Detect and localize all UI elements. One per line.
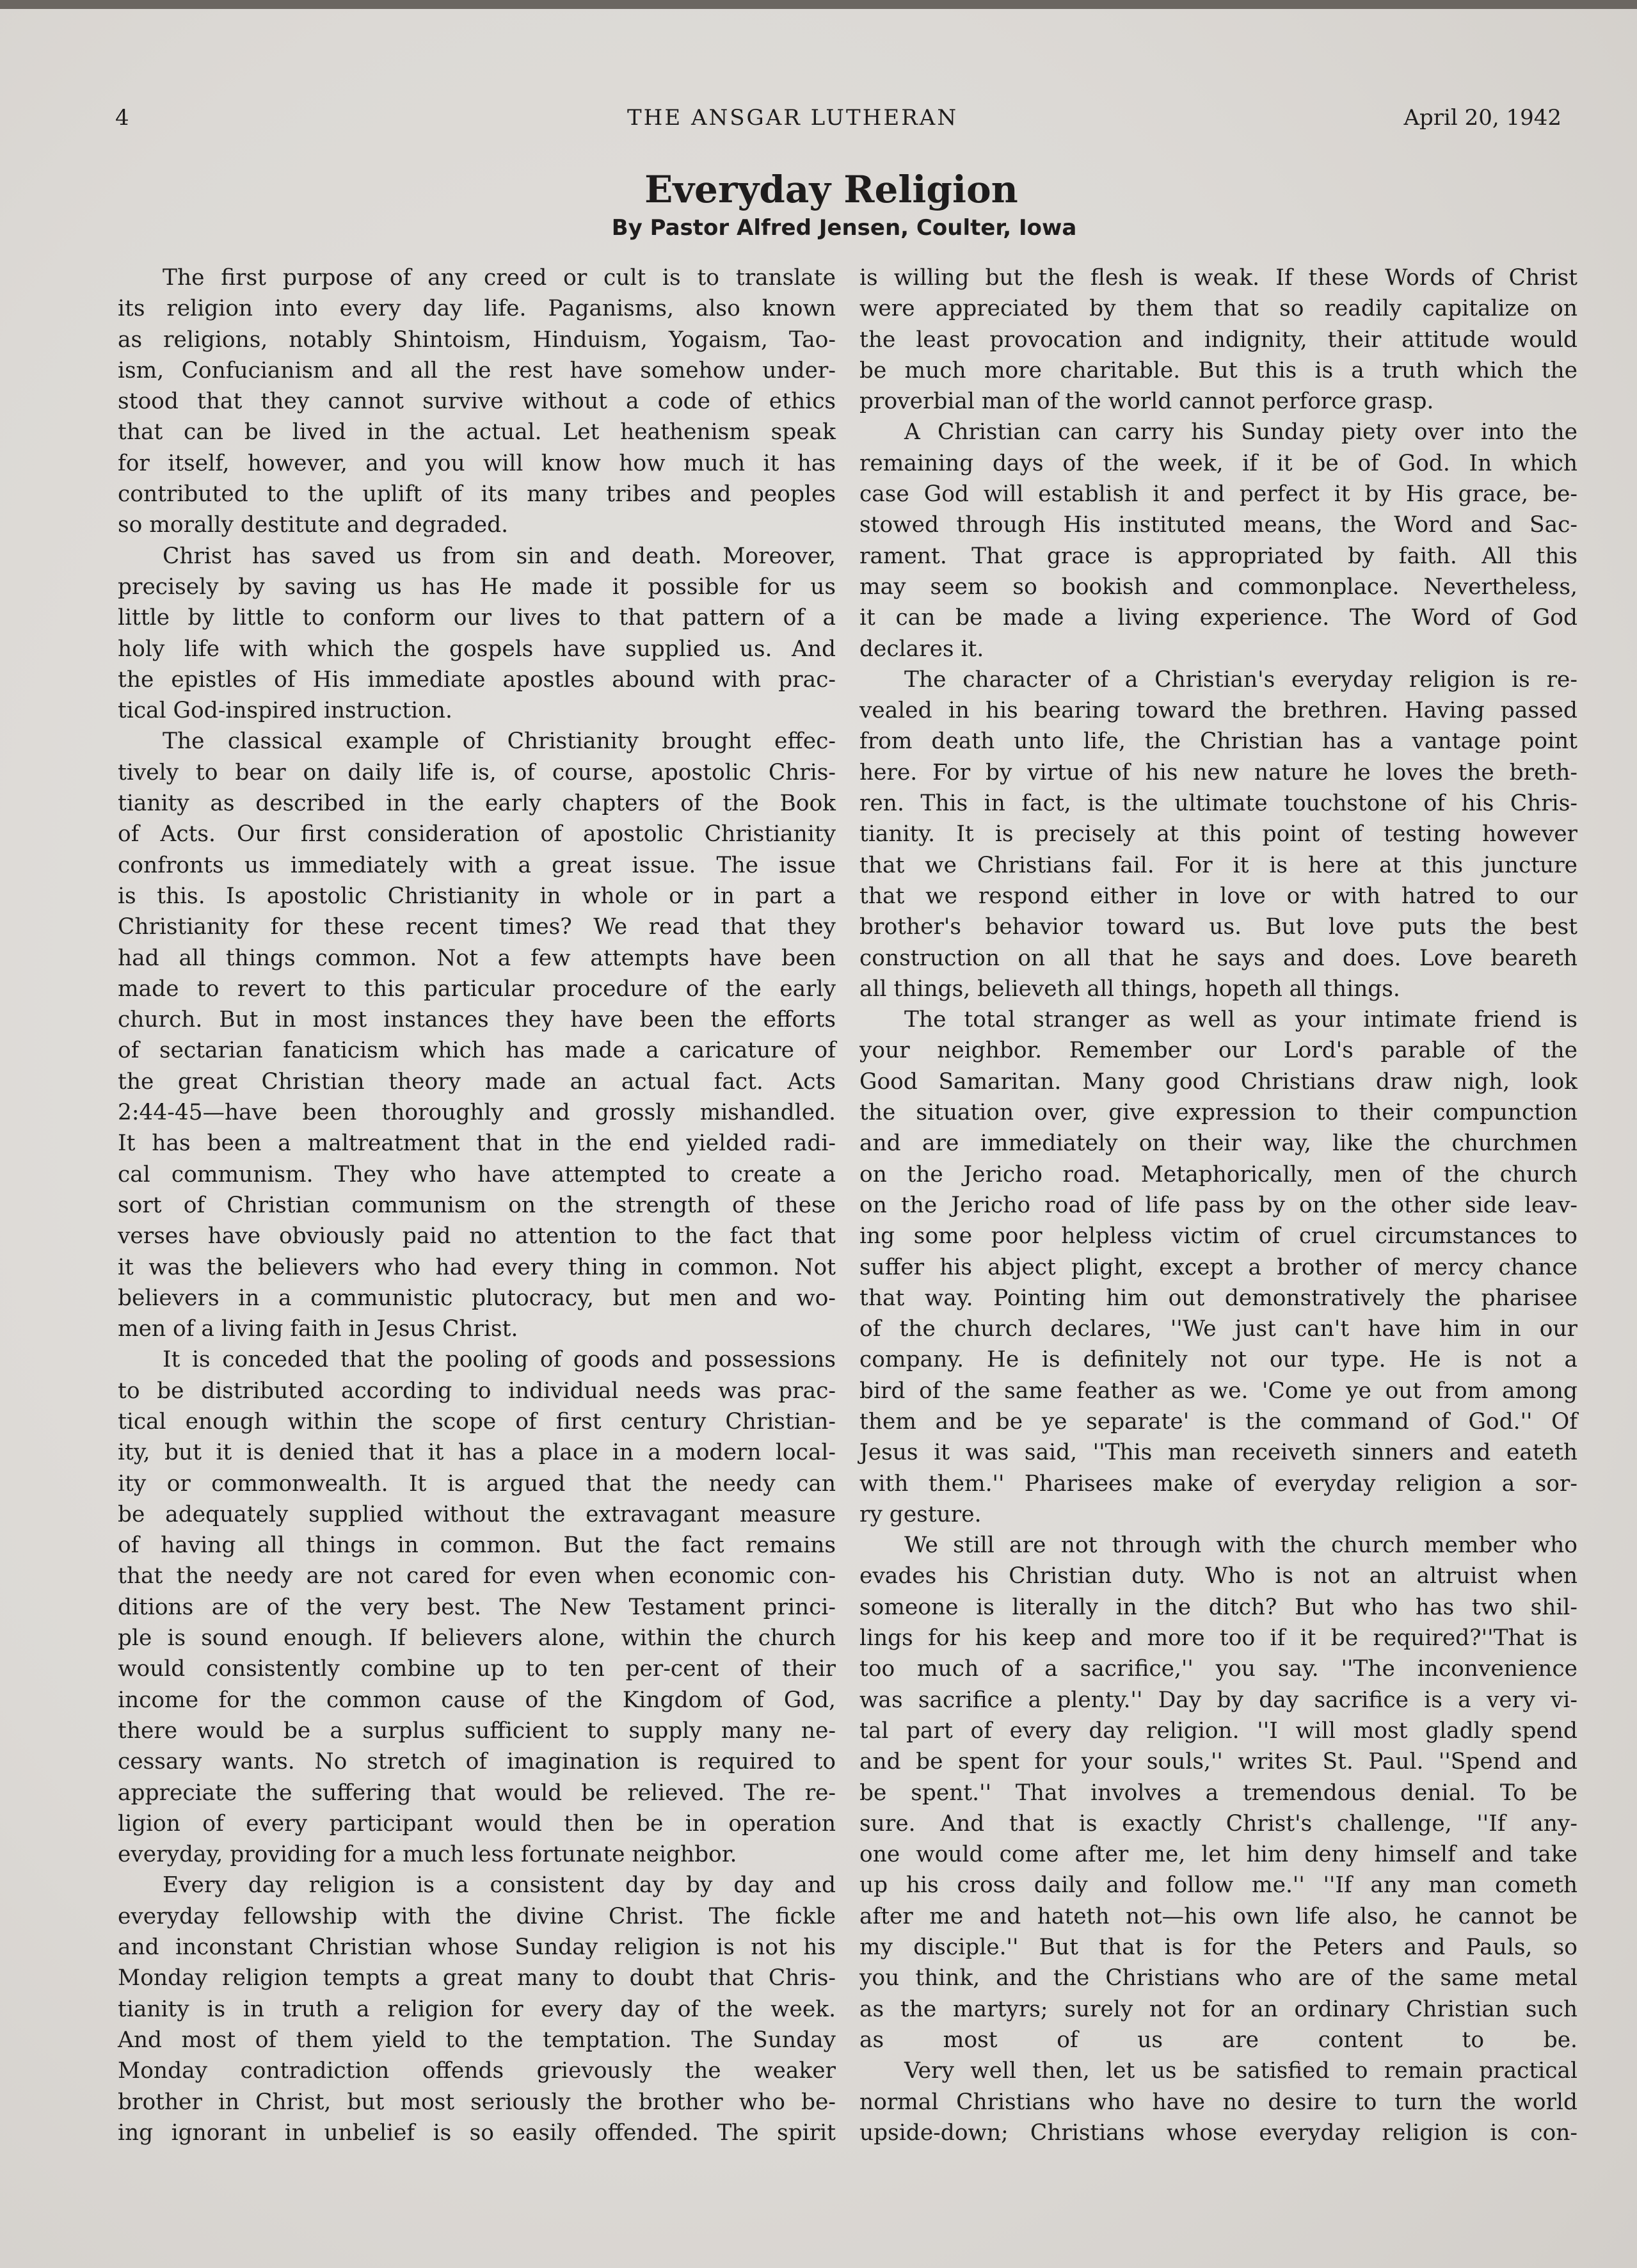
text-line: brother's behavior toward us. But love puts the best (859, 914, 1577, 940)
text-line: be spent.'' That involves a tremendous denial. To be (859, 1780, 1577, 1806)
text-line: Very well then, let us be satisfied to remain practical (904, 2058, 1577, 2084)
text-line: evades his Christian duty. Who is not an altruist when (859, 1563, 1577, 1589)
text-line: ditions are of the very best. The New Testament princi- (118, 1594, 836, 1620)
text-line: that way. Pointing him out demonstratively the pharisee (859, 1285, 1577, 1311)
text-line: The classical example of Christianity brought effec- (163, 728, 836, 755)
text-line: stowed through His instituted means, the Word and Sac- (859, 512, 1577, 538)
text-line: made to revert to this particular procedure of the early (118, 976, 836, 1002)
text-line: to be distributed according to individual needs was prac- (118, 1378, 836, 1404)
text-line: as the martyrs; surely not for an ordinary Christian such (859, 1996, 1577, 2022)
text-line: tal part of every day religion. ''I will most gladly spend (859, 1717, 1577, 1744)
text-line: tical God-inspired instruction. (118, 698, 452, 724)
text-line: from death unto life, the Christian has a vantage point (859, 728, 1577, 755)
text-line: here. For by virtue of his new nature he loves the breth- (859, 759, 1577, 785)
text-line: tianity. It is precisely at this point of testing however (859, 821, 1577, 848)
text-line: construction on all that he says and does. Love beareth (859, 945, 1577, 971)
text-line: everyday, providing for a much less fortunate neighbor. (118, 1842, 737, 1868)
text-line: company. He is definitely not our type. He is not a (859, 1347, 1577, 1373)
article-byline: By Pastor Alfred Jensen, Coulter, Iowa (611, 215, 1077, 241)
text-line: and inconstant Christian whose Sunday religion is not his (118, 1934, 836, 1961)
text-line: We still are not through with the church member who (904, 1532, 1577, 1559)
text-line: everyday fellowship with the divine Christ. The fickle (118, 1903, 836, 1929)
text-line: had all things common. Not a few attempts have been (118, 945, 836, 971)
text-line: there would be a surplus sufficient to supply many ne- (118, 1717, 836, 1744)
text-line: appreciate the suffering that would be relieved. The re- (118, 1780, 836, 1806)
text-line: all things, believeth all things, hopeth all things. (859, 976, 1400, 1002)
text-line: Monday religion tempts a great many to doubt that Chris- (118, 1965, 836, 1991)
text-line: suffer his abject plight, except a brother of mercy chance (859, 1254, 1577, 1280)
text-line: cessary wants. No stretch of imagination is required to (118, 1749, 836, 1775)
text-line: contributed to the uplift of its many tribes and peoples (118, 481, 836, 508)
text-line: that the needy are not cared for even when economic con- (118, 1563, 836, 1589)
text-line: cal communism. They who have attempted to create a (118, 1161, 836, 1187)
text-line: confronts us immediately with a great issue. The issue (118, 852, 836, 878)
text-line: someone is literally in the ditch? But who has two shil- (859, 1594, 1577, 1620)
text-line: case God will establish it and perfect it by His grace, be- (859, 481, 1577, 508)
text-line: ry gesture. (859, 1501, 982, 1527)
page-header (115, 105, 1561, 143)
text-line: the least provocation and indignity, their attitude would (859, 326, 1577, 353)
text-line: normal Christians who have no desire to turn the world (859, 2089, 1577, 2115)
text-line: verses have obviously paid no attention to the fact that (118, 1223, 836, 1250)
text-line: rament. That grace is appropriated by faith. All this (859, 543, 1577, 569)
text-line: may seem so bookish and commonplace. Nevertheless, (859, 574, 1577, 600)
text-line: tianity as described in the early chapters of the Book (118, 791, 836, 817)
text-line: The character of a Christian's everyday religion is re- (904, 666, 1577, 693)
text-line: for itself, however, and you will know how much it has (118, 450, 836, 476)
text-line: precisely by saving us has He made it possible for us (118, 574, 836, 600)
text-line: proverbial man of the world cannot perforce grasp. (859, 389, 1434, 415)
issue-date: April 20, 1942 (1403, 105, 1561, 131)
text-line: is willing but the flesh is weak. If these Words of Christ (859, 265, 1577, 291)
text-line: sort of Christian communism on the strength of these (118, 1192, 836, 1218)
text-line: ren. This in fact, is the ultimate touchstone of his Chris- (859, 791, 1577, 817)
text-line: on the Jericho road of life pass by on the other side leav- (859, 1192, 1577, 1218)
text-line: Good Samaritan. Many good Christians draw nigh, look (859, 1068, 1577, 1095)
text-line: after me and hateth not—his own life also, he cannot be (859, 1903, 1577, 1929)
text-line: ity, but it is denied that it has a place in a modern local- (118, 1440, 836, 1466)
text-line: The first purpose of any creed or cult is to translate (163, 265, 836, 291)
text-line: it was the believers who had every thing in common. Not (118, 1254, 836, 1280)
text-line: The total stranger as well as your intimate friend is (904, 1007, 1577, 1033)
text-line: and are immediately on their way, like the churchmen (859, 1130, 1577, 1157)
text-line: the epistles of His immediate apostles abound with prac- (118, 666, 836, 693)
text-line: brother in Christ, but most seriously the brother who be- (118, 2089, 836, 2115)
text-line: stood that they cannot survive without a code of ethics (118, 389, 836, 415)
article-column-right (859, 262, 1577, 2148)
text-line: them and be ye separate' is the command of God.'' Of (859, 1408, 1577, 1435)
text-line: be adequately supplied without the extravagant measure (118, 1501, 836, 1527)
text-line: Every day religion is a consistent day by day and (163, 1872, 836, 1899)
text-line: the great Christian theory made an actual fact. Acts (118, 1068, 836, 1095)
text-line: believers in a communistic plutocracy, but men and wo- (118, 1285, 836, 1311)
text-line: that can be lived in the actual. Let heathenism speak (118, 419, 836, 446)
text-line: tianity is in truth a religion for every day of the week. (118, 1996, 836, 2022)
text-line: ing ignorant in unbelief is so easily offended. The spirit (118, 2119, 836, 2146)
text-line: were appreciated by them that so readily capitalize on (859, 296, 1577, 322)
text-line: tively to bear on daily life is, of course, apostolic Chris- (118, 759, 836, 785)
text-line: 2:44-45—have been thoroughly and grossly mishandled. (118, 1100, 836, 1126)
text-line: of sectarian fanaticism which has made a caricature of (118, 1038, 836, 1064)
text-line: It is conceded that the pooling of goods and possessions (163, 1347, 836, 1373)
text-line: sure. And that is exactly Christ's challenge, ''If any- (859, 1810, 1577, 1837)
page-top-edge (0, 0, 1637, 9)
text-line: it can be made a living experience. The Word of God (859, 605, 1577, 631)
text-line: that we respond either in love or with hatred to our (859, 883, 1577, 909)
text-line: remaining days of the week, if it be of God. In which (859, 450, 1577, 476)
text-line: was sacrifice a plenty.'' Day by day sacrifice is a very vi- (859, 1687, 1577, 1713)
text-line: little by little to conform our lives to that pattern of a (118, 605, 836, 631)
text-line: of having all things in common. But the fact remains (118, 1532, 836, 1559)
text-line: bird of the same feather as we. 'Come ye out from among (859, 1378, 1577, 1404)
text-line: so morally destitute and degraded. (118, 512, 509, 538)
text-line: lings for his keep and more too if it be required?''That is (859, 1625, 1577, 1652)
text-line: income for the common cause of the Kingdom of God, (118, 1687, 836, 1713)
text-line: holy life with which the gospels have supplied us. And (118, 636, 836, 662)
text-line: Christ has saved us from sin and death. Moreover, (163, 543, 836, 569)
text-line: ple is sound enough. If believers alone, within the church (118, 1625, 836, 1652)
article-column-left (118, 262, 836, 2148)
text-line: Monday contradiction offends grievously the weaker (118, 2058, 836, 2084)
text-line: vealed in his bearing toward the brethren. Having passed (859, 698, 1577, 724)
text-line: And most of them yield to the temptation. The Sunday (118, 2027, 836, 2053)
text-line: be much more charitable. But this is a truth which the (859, 357, 1577, 383)
text-line: your neighbor. Remember our Lord's parable of the (859, 1038, 1577, 1064)
text-line: that we Christians fail. For it is here at this juncture (859, 852, 1577, 878)
masthead: THE ANSGAR LUTHERAN (627, 105, 959, 131)
text-line: and be spent for your souls,'' writes St. Paul. ''Spend and (859, 1749, 1577, 1775)
text-line: ism, Confucianism and all the rest have somehow under- (118, 357, 836, 383)
article-title: Everyday Religion (644, 168, 1018, 211)
text-line: of the church declares, ''We just can't have him in our (859, 1316, 1577, 1342)
text-line: church. But in most instances they have been the efforts (118, 1007, 836, 1033)
text-line: on the Jericho road. Metaphorically, men of the church (859, 1161, 1577, 1187)
text-line: It has been a maltreatment that in the end yielded radi- (118, 1130, 836, 1157)
text-line: A Christian can carry his Sunday piety over into the (904, 419, 1577, 446)
text-line: you think, and the Christians who are of the same metal (859, 1965, 1577, 1991)
text-line: its religion into every day life. Paganisms, also known (118, 296, 836, 322)
text-line: upside-down; Christians whose everyday religion is con- (859, 2119, 1577, 2146)
text-line: too much of a sacrifice,'' you say. ''The inconvenience (859, 1656, 1577, 1682)
text-line: tical enough within the scope of first century Christian- (118, 1408, 836, 1435)
text-line: Christianity for these recent times? We read that they (118, 914, 836, 940)
text-line: Jesus it was said, ''This man receiveth sinners and eateth (859, 1440, 1577, 1466)
text-line: ity or commonwealth. It is argued that the needy can (118, 1470, 836, 1497)
text-line: would consistently combine up to ten per-cent of their (118, 1656, 836, 1682)
page-number: 4 (115, 105, 129, 131)
text-line: with them.'' Pharisees make of everyday religion a sor- (859, 1470, 1577, 1497)
text-line: declares it. (859, 636, 984, 662)
text-line: ing some poor helpless victim of cruel circumstances to (859, 1223, 1577, 1250)
text-line: one would come after me, let him deny himself and take (859, 1842, 1577, 1868)
text-line: up his cross daily and follow me.'' ''If any man cometh (859, 1872, 1577, 1899)
text-line: as religions, notably Shintoism, Hinduism, Yogaism, Tao- (118, 326, 836, 353)
text-line: of Acts. Our first consideration of apostolic Christianity (118, 821, 836, 848)
text-line: as most of us are content to be. (859, 2027, 1577, 2053)
text-line: the situation over, give expression to their compunction (859, 1100, 1577, 1126)
text-line: ligion of every participant would then be in operation (118, 1810, 836, 1837)
text-line: men of a living faith in Jesus Christ. (118, 1316, 518, 1342)
text-line: my disciple.'' But that is for the Peters and Pauls, so (859, 1934, 1577, 1961)
text-line: is this. Is apostolic Christianity in whole or in part a (118, 883, 836, 909)
